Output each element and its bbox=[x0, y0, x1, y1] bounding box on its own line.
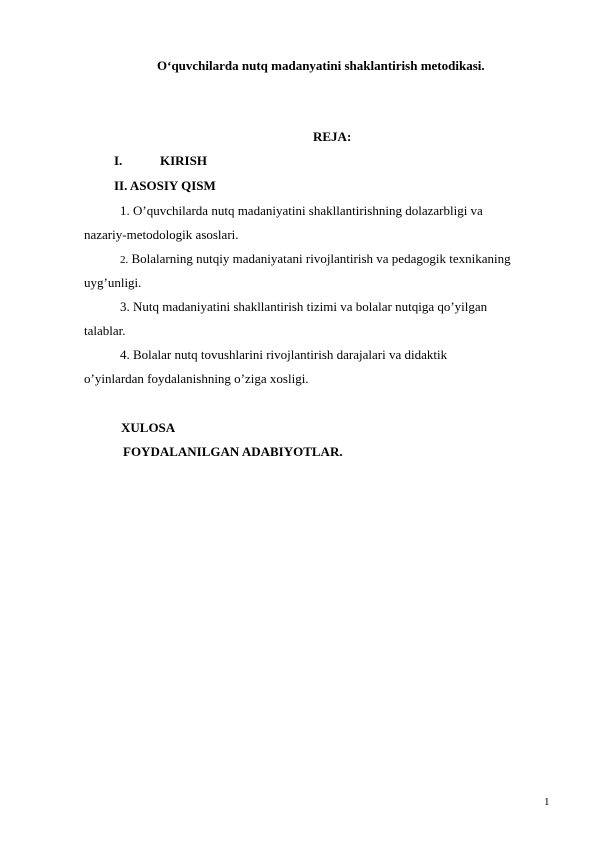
plan-item-1-line-2: nazariy-metodologik asoslari. bbox=[84, 227, 239, 242]
section-introduction bbox=[114, 153, 207, 169]
plan-item-2-line-2: uyg’unligi. bbox=[84, 275, 142, 290]
document-title: O‘quvchilarda nutq madanyatini shaklantirish metodikasi. bbox=[157, 58, 485, 73]
plan-item-3-line-1: 3. Nutq madaniyatini shakllantirish tizimi va bolalar nutqiga qo’yilgan bbox=[120, 299, 488, 314]
plan-item-3-line-2: talablar. bbox=[84, 323, 126, 338]
section-label: KIRISH bbox=[160, 153, 207, 168]
plan-item-2-text: Bolalarning nutqiy madaniyatani rivojlantirish va pedagogik texnikaning bbox=[128, 251, 511, 266]
conclusion-heading: XULOSA bbox=[121, 420, 176, 435]
plan-item-2-line-1 bbox=[120, 251, 511, 268]
section-number: I. bbox=[114, 153, 123, 168]
references-heading: FOYDALANILGAN ADABIYOTLAR. bbox=[123, 444, 343, 459]
plan-item-4-line-2: o’yinlardan foydalanishning o’ziga xosligi. bbox=[84, 371, 309, 386]
plan-item-4-line-1: 4. Bolalar nutq tovushlarini rivojlantirish darajalari va didaktik bbox=[120, 347, 448, 362]
plan-item-1-line-1: 1. O’quvchilarda nutq madaniyatini shakllantirishning dolazarbligi va bbox=[120, 203, 483, 218]
plan-heading: REJA: bbox=[313, 129, 352, 144]
plan-item-2-number: 2. bbox=[120, 254, 129, 266]
page-number: 1 bbox=[544, 796, 550, 808]
section-main: II. ASOSIY QISM bbox=[114, 178, 216, 193]
